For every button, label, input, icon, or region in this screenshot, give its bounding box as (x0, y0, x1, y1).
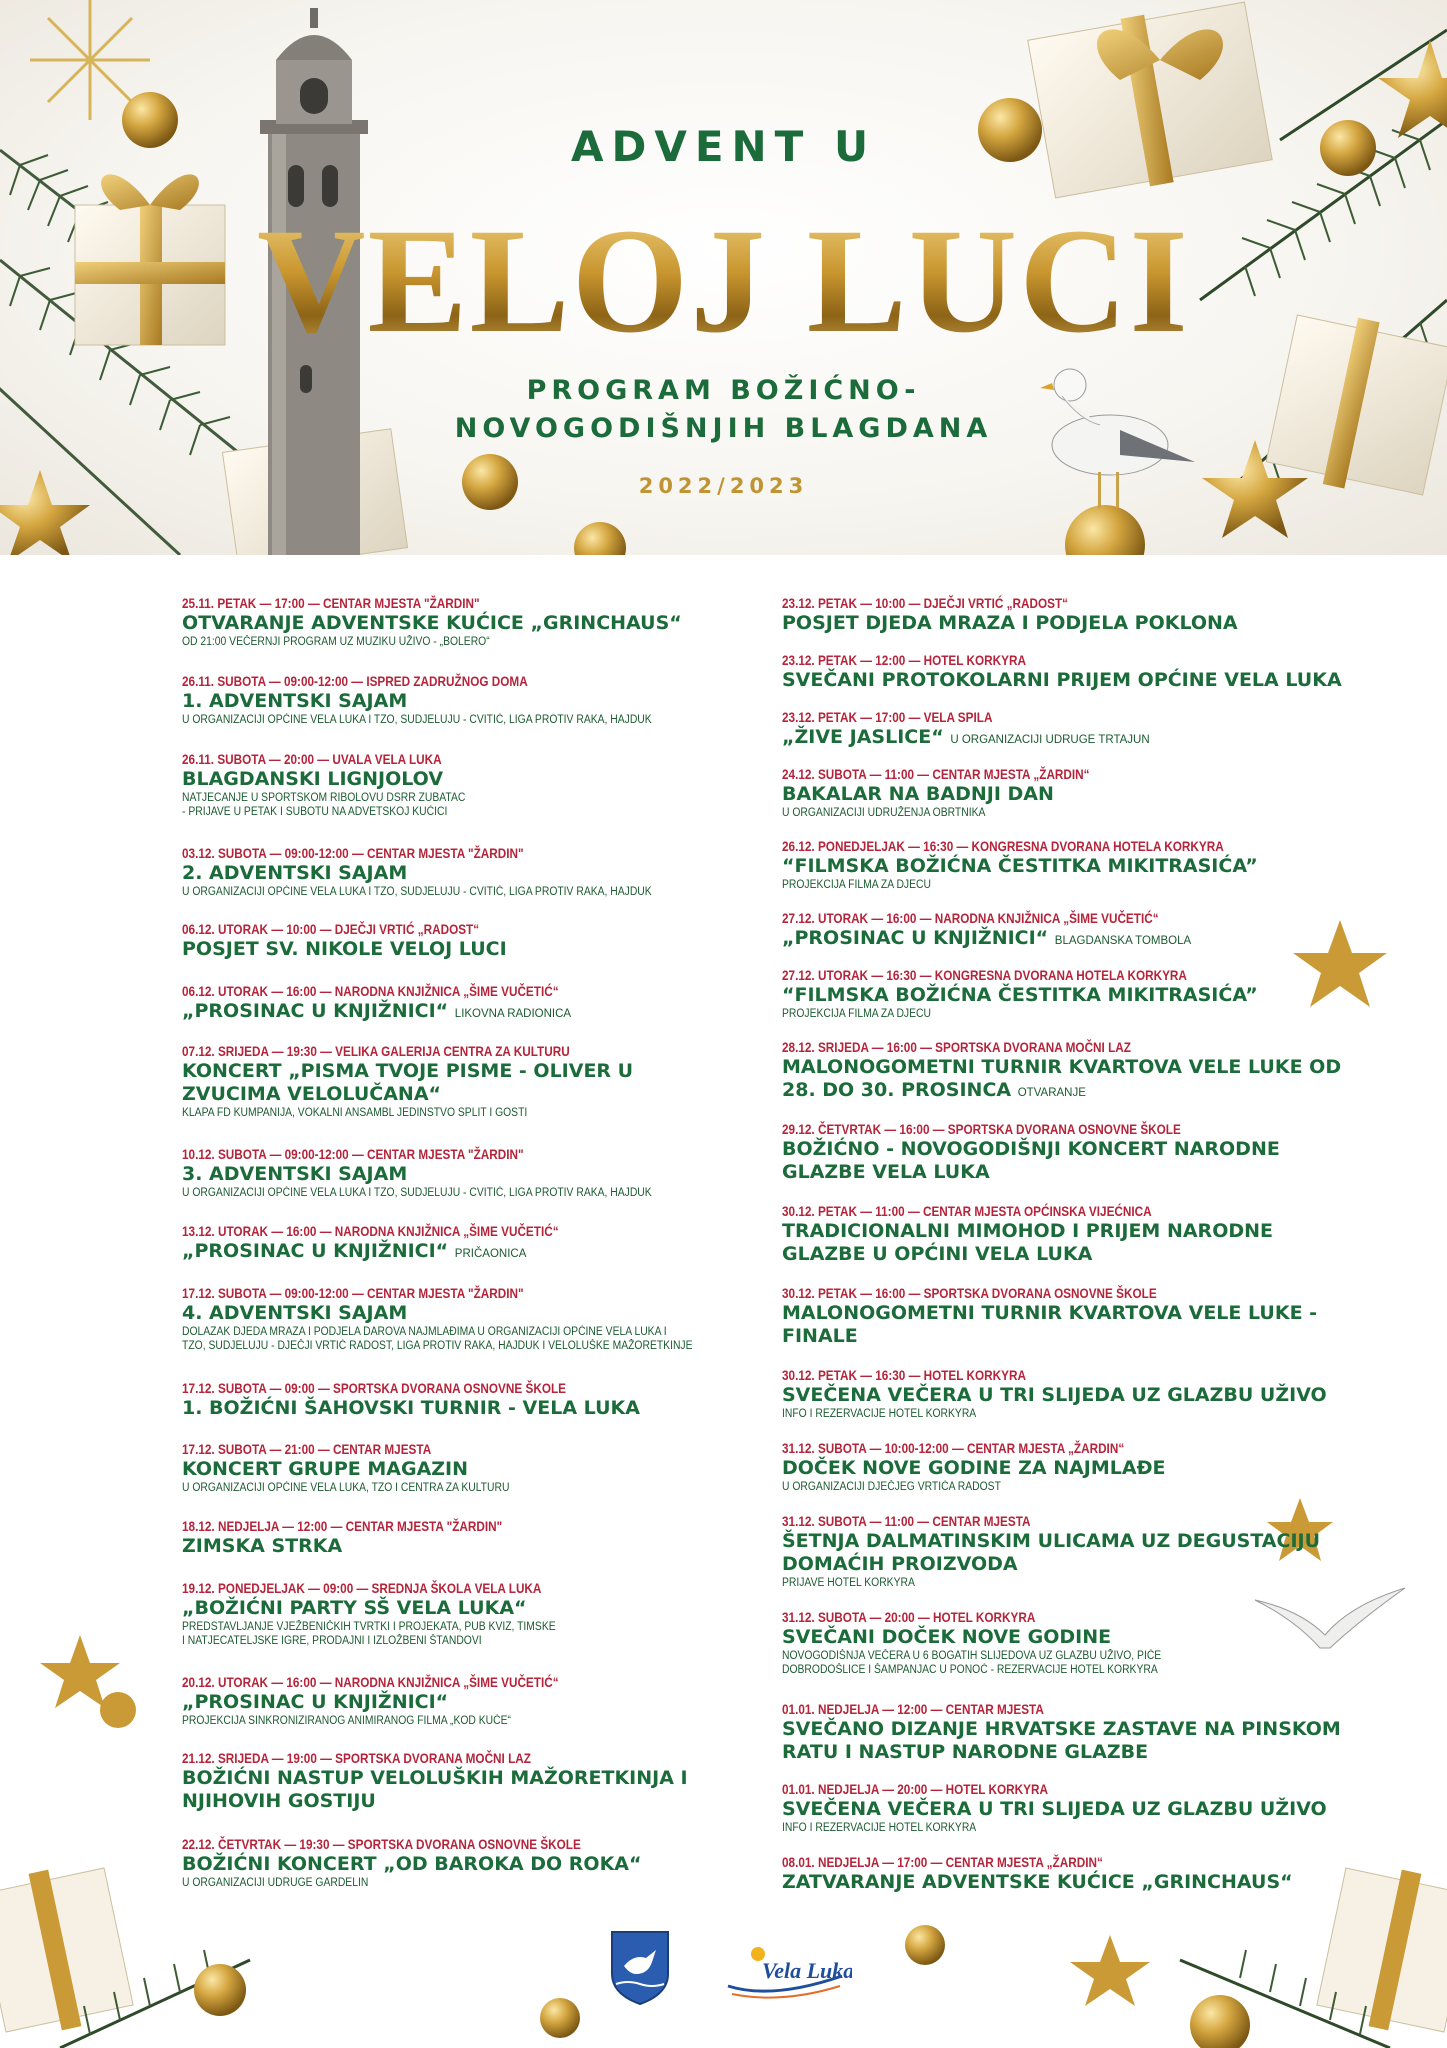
event-title: MALONOGOMETNI TURNIR KVARTOVA VELE LUKE - FINALE (782, 1302, 1318, 1347)
event-title: SVEČANI PROTOKOLARNI PRIJEM OPĆINE VELA LUKA (782, 669, 1342, 691)
event-meta: 06.12. UTORAK — 10:00 — DJEČJI VRTIĆ „RADOST“ (182, 921, 480, 937)
event-title: KONCERT „PISMA TVOJE PISME - OLIVER U ZVUCIMA VELOLUČANA“ (182, 1060, 634, 1105)
event-item (782, 1701, 1342, 1781)
event-meta: 20.12. UTORAK — 16:00 — NARODNA KNJIŽNICA „ŠIME VUČETIĆ“ (182, 1674, 559, 1690)
event-meta: 17.12. SUBOTA — 09:00 — SPORTSKA DVORANA OSNOVNE ŠKOLE (182, 1380, 567, 1396)
header-banner (0, 0, 1447, 555)
event-title-text: MALONOGOMETNI TURNIR KVARTOVA VELE LUKE OD 28. DO 30. PROSINCA (782, 1056, 1342, 1101)
event-meta: 22.12. ČETVRTAK — 19:30 — SPORTSKA DVORANA OSNOVNE ŠKOLE (182, 1836, 581, 1852)
event-title (782, 1056, 1342, 1105)
event-item (182, 751, 702, 845)
event-item (182, 845, 702, 921)
event-note: DOBRODOŠLICE I ŠAMPANJAC U PONOĆ - REZERVACIJE HOTEL KORKYRA (782, 1664, 1158, 1676)
event-title-text: „ŽIVE JASLICE“ (782, 726, 944, 748)
subtitle-program (0, 372, 1447, 448)
event-title (182, 1240, 702, 1266)
event-item (182, 1750, 702, 1836)
event-note: PREDSTAVLJANJE VJEŽBENIČKIH TVRTKI I PROJEKATA, PUB KVIZ, TIMSKE (182, 1621, 556, 1633)
event-item (182, 1285, 702, 1380)
event-meta: 23.12. PETAK — 12:00 — HOTEL KORKYRA (782, 652, 1026, 668)
gold-star-left-icon (40, 1630, 150, 1730)
event-item (182, 983, 702, 1043)
event-item (782, 838, 1342, 910)
event-meta: 30.12. PETAK — 16:00 — SPORTSKA DVORANA OSNOVNE ŠKOLE (782, 1285, 1157, 1301)
event-item (782, 910, 1342, 967)
event-meta: 08.01. NEDJELJA — 17:00 — CENTAR MJESTA „ŽARDIN“ (782, 1854, 1103, 1870)
event-item (782, 1440, 1342, 1513)
brand-logo-graphic (722, 1940, 852, 2002)
event-meta: 23.12. PETAK — 10:00 — DJEČJI VRTIĆ „RADOST“ (782, 595, 1069, 611)
event-item (782, 709, 1342, 766)
event-title (782, 726, 1342, 752)
event-meta: 31.12. SUBOTA — 20:00 — HOTEL KORKYRA (782, 1609, 1036, 1625)
event-item (782, 1285, 1342, 1367)
title-advent: ADVENT U (570, 122, 877, 171)
event-item (782, 652, 1342, 709)
event-meta: 01.01. NEDJELJA — 20:00 — HOTEL KORKYRA (782, 1781, 1048, 1797)
event-title-text: „PROSINAC U KNJIŽNICI“ (182, 1240, 449, 1262)
event-note: INFO I REZERVACIJE HOTEL KORKYRA (782, 1822, 977, 1834)
title-veloj-luci: VELOJ LUCI (0, 195, 1447, 367)
event-meta: 24.12. SUBOTA — 11:00 — CENTAR MJESTA „ŽARDIN“ (782, 766, 1090, 782)
event-item (782, 1367, 1342, 1440)
event-meta: 03.12. SUBOTA — 09:00-12:00 — CENTAR MJESTA "ŽARDIN" (182, 845, 524, 861)
event-note: INFO I REZERVACIJE HOTEL KORKYRA (782, 1408, 977, 1420)
event-note: KLAPA FD KUMPANIJA, VOKALNI ANSAMBL JEDINSTVO SPLIT I GOSTI (182, 1107, 528, 1119)
event-note: U ORGANIZACIJI UDRUŽENJA OBRTNIKA (782, 807, 986, 819)
event-item (782, 595, 1342, 652)
event-title: SVEČENA VEČERA U TRI SLIJEDA UZ GLAZBU UŽIVO (782, 1384, 1327, 1406)
event-item (782, 1121, 1342, 1203)
event-meta: 13.12. UTORAK — 16:00 — NARODNA KNJIŽNICA „ŠIME VUČETIĆ“ (182, 1223, 559, 1239)
event-meta: 06.12. UTORAK — 16:00 — NARODNA KNJIŽNICA „ŠIME VUČETIĆ“ (182, 983, 559, 999)
event-title: BOŽIĆNO - NOVOGODIŠNJI KONCERT NARODNE GLAZBE VELA LUKA (782, 1138, 1280, 1183)
event-meta: 10.12. SUBOTA — 09:00-12:00 — CENTAR MJESTA "ŽARDIN" (182, 1146, 524, 1162)
event-title: 2. ADVENTSKI SAJAM (182, 862, 408, 884)
event-meta: 18.12. NEDJELJA — 12:00 — CENTAR MJESTA "ŽARDIN" (182, 1518, 503, 1534)
event-title: DOČEK NOVE GODINE ZA NAJMLAĐE (782, 1457, 1166, 1479)
season-year: 2022/2023 (638, 474, 809, 498)
event-note: PRIJAVE HOTEL KORKYRA (782, 1577, 915, 1589)
event-title: “FILMSKA BOŽIĆNA ČESTITKA MIKITRASIĆA” (782, 855, 1258, 877)
event-title: SVEČENA VEČERA U TRI SLIJEDA UZ GLAZBU UŽIVO (782, 1798, 1327, 1820)
event-title: KONCERT GRUPE MAGAZIN (182, 1458, 469, 1480)
event-inline-note: OTVARANJE (1017, 1087, 1086, 1099)
event-meta: 27.12. UTORAK — 16:30 — KONGRESNA DVORANA HOTELA KORKYRA (782, 967, 1187, 983)
event-meta: 01.01. NEDJELJA — 12:00 — CENTAR MJESTA (782, 1701, 1044, 1717)
event-title: POSJET SV. NIKOLE VELOJ LUCI (182, 938, 507, 960)
subtitle-line-2: NOVOGODIŠNJIH BLAGDANA (454, 413, 993, 444)
event-item (782, 766, 1342, 838)
event-note: - PRIJAVE U PETAK I SUBOTU NA ADVETSKOJ KUĆICI (182, 806, 448, 818)
event-note: OD 21:00 VEČERNJI PROGRAM UZ MUZIKU UŽIVO - „BOLERO“ (182, 636, 490, 648)
event-item (182, 673, 702, 751)
event-meta: 25.11. PETAK — 17:00 — CENTAR MJESTA "ŽARDIN" (182, 595, 480, 611)
event-note: PROJEKCIJA FILMA ZA DJECU (782, 1008, 931, 1020)
event-meta: 30.12. PETAK — 11:00 — CENTAR MJESTA OPĆINSKA VIJEĆNICA (782, 1203, 1152, 1219)
event-meta: 30.12. PETAK — 16:30 — HOTEL KORKYRA (782, 1367, 1026, 1383)
event-title: 1. BOŽIĆNI ŠAHOVSKI TURNIR - VELA LUKA (182, 1397, 640, 1419)
event-note: U ORGANIZACIJI OPĆINE VELA LUKA, TZO I CENTRA ZA KULTURU (182, 1482, 510, 1494)
event-item (182, 1380, 702, 1441)
event-title: “FILMSKA BOŽIĆNA ČESTITKA MIKITRASIĆA” (782, 984, 1258, 1006)
vela-luka-tourism-logo-icon (722, 1940, 852, 2002)
event-item (182, 1518, 702, 1580)
event-note: TZO, SUDJELUJU - DJEČJI VRTIĆ RADOST, LIGA PROTIV RAKA, HAJDUK I VELOLUŠKE MAŽORETKINJE (182, 1340, 693, 1352)
event-title: ZIMSKA STRKA (182, 1535, 343, 1557)
event-note: DOLAZAK DJEDA MRAZA I PODJELA DAROVA NAJMLAĐIMA U ORGANIZACIJI OPĆINE VELA LUKA I (182, 1326, 667, 1338)
event-note: PROJEKCIJA FILMA ZA DJECU (782, 879, 931, 891)
event-title: POSJET DJEDA MRAZA I PODJELA POKLONA (782, 612, 1238, 634)
event-item (782, 1203, 1342, 1285)
event-inline-note: PRIČAONICA (454, 1248, 527, 1260)
event-item (182, 1580, 702, 1674)
events-column-left (182, 595, 702, 1906)
event-item (782, 967, 1342, 1039)
event-meta: 23.12. PETAK — 17:00 — VELA SPILA (782, 709, 993, 725)
event-note: U ORGANIZACIJI OPĆINE VELA LUKA I TZO, SUDJELUJU - CVITIĆ, LIGA PROTIV RAKA, HAJDUK (182, 714, 652, 726)
event-title: 4. ADVENTSKI SAJAM (182, 1302, 408, 1324)
event-meta: 28.12. SRIJEDA — 16:00 — SPORTSKA DVORANA MOČNI LAZ (782, 1039, 1131, 1055)
event-title-text: „PROSINAC U KNJIŽNICI“ (782, 927, 1049, 949)
event-title: BOŽIĆNI NASTUP VELOLUŠKIH MAŽORETKINJA I NJIHOVIH GOSTIJU (182, 1767, 688, 1812)
event-title: OTVARANJE ADVENTSKE KUĆICE „GRINCHAUS“ (182, 612, 682, 634)
event-item (182, 1146, 702, 1223)
event-item (182, 595, 702, 673)
event-item (182, 1043, 702, 1146)
event-note: U ORGANIZACIJI UDRUGE GARDELIN (182, 1877, 369, 1889)
event-meta: 29.12. ČETVRTAK — 16:00 — SPORTSKA DVORANA OSNOVNE ŠKOLE (782, 1121, 1181, 1137)
event-meta: 21.12. SRIJEDA — 19:00 — SPORTSKA DVORANA MOČNI LAZ (182, 1750, 531, 1766)
event-item (182, 1674, 702, 1750)
event-title: SVEČANO DIZANJE HRVATSKE ZASTAVE NA PINSKOM RATU I NASTUP NARODNE GLAZBE (782, 1718, 1341, 1763)
event-inline-note: BLAGDANSKA TOMBOLA (1054, 935, 1192, 947)
event-title (782, 927, 1342, 953)
event-note: PROJEKCIJA SINKRONIZIRANOG ANIMIRANOG FILMA „KOD KUĆE“ (182, 1715, 511, 1727)
event-title-text: „PROSINAC U KNJIŽNICI“ (182, 1000, 449, 1022)
event-title: TRADICIONALNI MIMOHOD I PRIJEM NARODNE GLAZBE U OPĆINI VELA LUKA (782, 1220, 1273, 1265)
event-title: ŠETNJA DALMATINSKIM ULICAMA UZ DEGUSTACIJU DOMAĆIH PROIZVODA (782, 1530, 1321, 1575)
event-title: SVEČANI DOČEK NOVE GODINE (782, 1626, 1112, 1648)
brand-text: Vela Luka (762, 1958, 852, 1983)
event-title: „PROSINAC U KNJIŽNICI“ (182, 1691, 449, 1713)
event-title: BLAGDANSKI LIGNJOLOV (182, 768, 444, 790)
event-item (782, 1513, 1342, 1609)
event-title: 1. ADVENTSKI SAJAM (182, 690, 408, 712)
event-item (182, 1223, 702, 1285)
event-note: U ORGANIZACIJI DJEČJEG VRTIĆA RADOST (782, 1481, 1001, 1493)
event-meta: 31.12. SUBOTA — 11:00 — CENTAR MJESTA (782, 1513, 1031, 1529)
event-note: I NATJECATELJSKE IGRE, PRODAJNI I IZLOŽBENI ŠTANDOVI (182, 1635, 482, 1647)
event-item (782, 1039, 1342, 1121)
event-meta: 31.12. SUBOTA — 10:00-12:00 — CENTAR MJESTA „ŽARDIN“ (782, 1440, 1125, 1456)
event-meta: 17.12. SUBOTA — 21:00 — CENTAR MJESTA (182, 1441, 432, 1457)
event-title: BAKALAR NA BADNJI DAN (782, 783, 1054, 805)
event-title (182, 1000, 702, 1026)
subtitle-line-1: PROGRAM BOŽIĆNO- (526, 375, 921, 406)
event-meta: 17.12. SUBOTA — 09:00-12:00 — CENTAR MJESTA "ŽARDIN" (182, 1285, 524, 1301)
event-item (782, 1609, 1342, 1701)
event-title: ZATVARANJE ADVENTSKE KUĆICE „GRINCHAUS“ (782, 1871, 1293, 1893)
municipality-crest-icon (608, 1928, 672, 2006)
event-inline-note: LIKOVNA RADIONICA (454, 1008, 572, 1020)
event-meta: 19.12. PONEDJELJAK — 09:00 — SREDNJA ŠKOLA VELA LUKA (182, 1580, 542, 1596)
event-meta: 07.12. SRIJEDA — 19:30 — VELIKA GALERIJA CENTRA ZA KULTURU (182, 1043, 570, 1059)
event-note: NATJECANJE U SPORTSKOM RIBOLOVU DSRR ZUBATAC (182, 792, 466, 804)
event-title: „BOŽIĆNI PARTY SŠ VELA LUKA“ (182, 1597, 527, 1619)
event-meta: 27.12. UTORAK — 16:00 — NARODNA KNJIŽNICA „ŠIME VUČETIĆ“ (782, 910, 1159, 926)
event-note: U ORGANIZACIJI OPĆINE VELA LUKA I TZO, SUDJELUJU - CVITIĆ, LIGA PROTIV RAKA, HAJDUK (182, 1187, 652, 1199)
event-title: 3. ADVENTSKI SAJAM (182, 1163, 408, 1185)
event-meta: 26.12. PONEDJELJAK — 16:30 — KONGRESNA DVORANA HOTELA KORKYRA (782, 838, 1224, 854)
event-note: U ORGANIZACIJI OPĆINE VELA LUKA I TZO, SUDJELUJU - CVITIĆ, LIGA PROTIV RAKA, HAJDUK (182, 886, 652, 898)
event-meta: 26.11. SUBOTA — 09:00-12:00 — ISPRED ZADRUŽNOG DOMA (182, 673, 528, 689)
event-item (182, 1441, 702, 1518)
event-inline-note: U ORGANIZACIJI UDRUGE TRTAJUN (950, 734, 1150, 746)
event-item (182, 921, 702, 983)
event-note: NOVOGODIŠNJA VEČERA U 6 BOGATIH SLIJEDOVA UZ GLAZBU UŽIVO, PIĆE (782, 1650, 1162, 1662)
event-title: BOŽIĆNI KONCERT „OD BAROKA DO ROKA“ (182, 1853, 642, 1875)
event-meta: 26.11. SUBOTA — 20:00 — UVALA VELA LUKA (182, 751, 442, 767)
gold-star-footer-icon (1070, 1935, 1150, 2006)
events-column-right (782, 595, 1342, 1904)
